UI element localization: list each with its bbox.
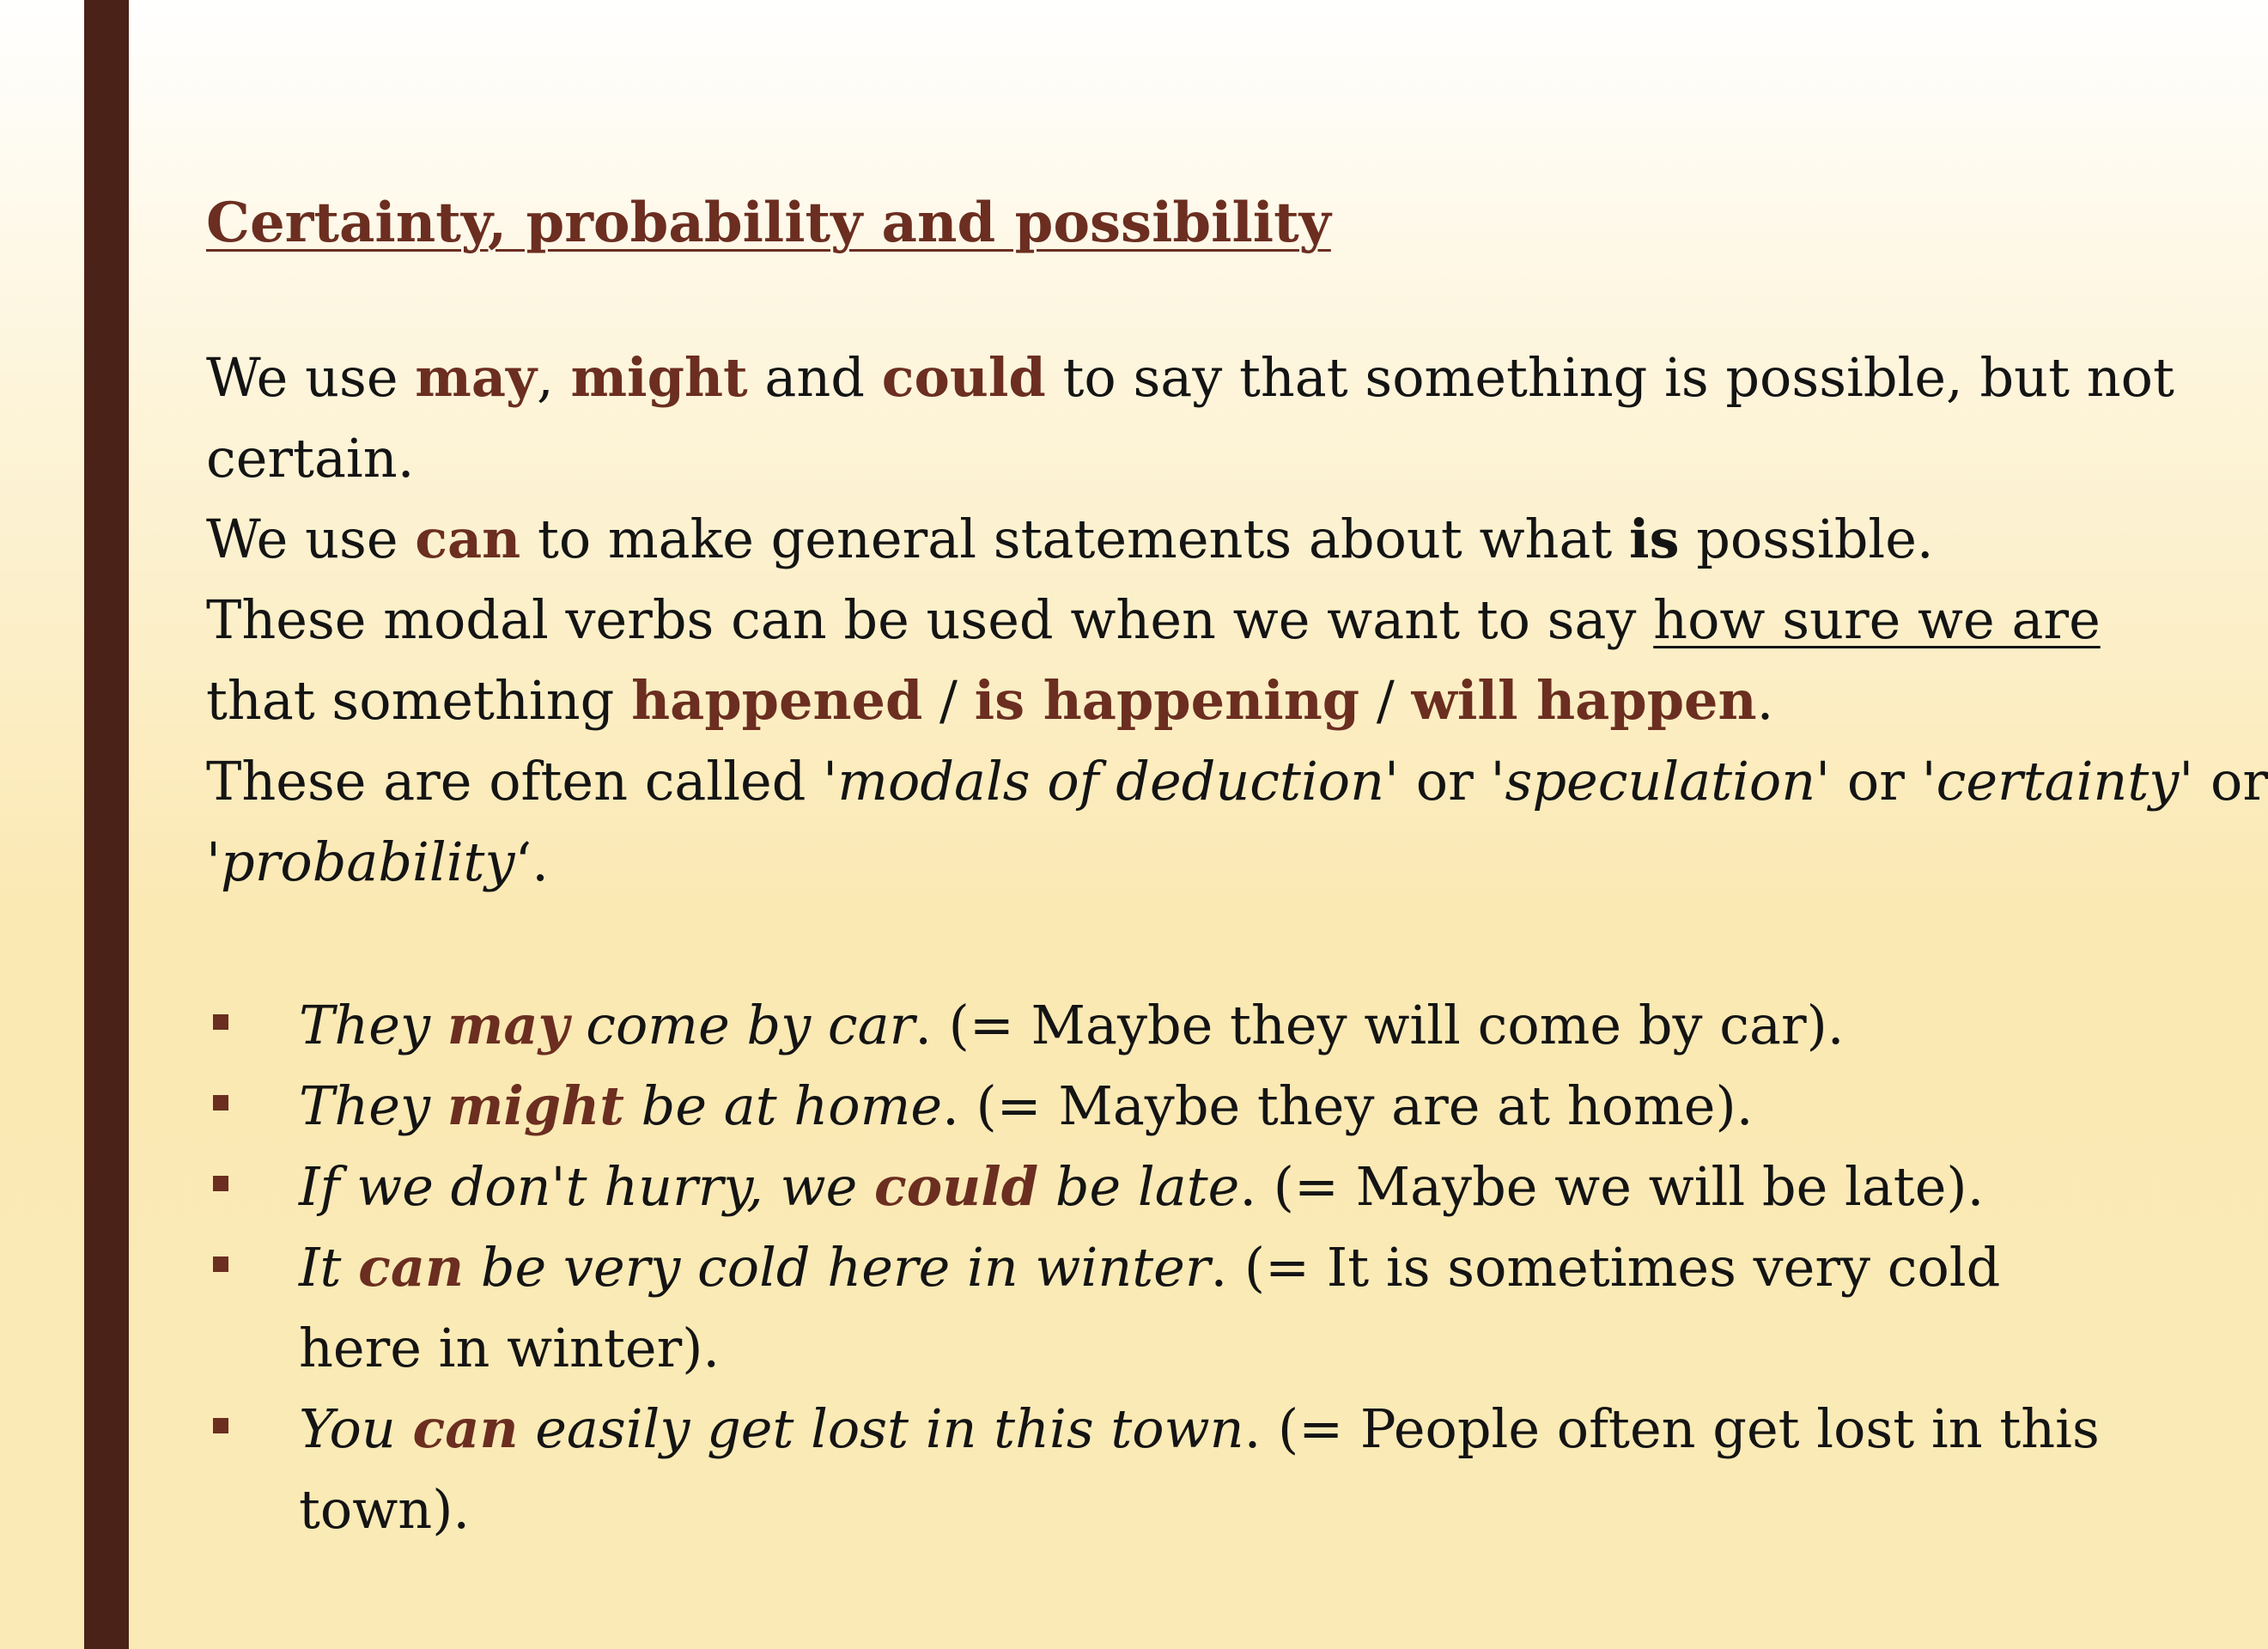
example-text: They (299, 994, 447, 1056)
example-explanation: . (= It is sometimes very cold here in winter). (299, 1236, 2001, 1379)
side-accent-bar (84, 0, 129, 1649)
separator: / (922, 669, 975, 732)
text: These modal verbs can be used when we want to say (206, 588, 1654, 651)
square-bullet-icon (213, 1257, 228, 1272)
keyword-happened: happened (631, 669, 923, 732)
text: that something (206, 669, 632, 732)
example-text: come by car (569, 994, 915, 1056)
example-explanation: . (= Maybe they will come by car). (915, 994, 1845, 1056)
text: and (747, 346, 882, 409)
example-explanation: . (= Maybe they are at home). (942, 1074, 1754, 1137)
text: , (537, 346, 571, 409)
example-text: If we don't hurry, we (299, 1155, 875, 1218)
keyword-might: might (570, 346, 748, 409)
example-keyword: can (358, 1236, 465, 1299)
text: ' or ' (1815, 750, 1937, 812)
term-modals-of-deduction: modals of deduction (837, 750, 1385, 812)
keyword-will-happen: will happen (1411, 669, 1757, 732)
intro-line-4 (206, 580, 2113, 660)
term-certainty: certainty (1936, 750, 2180, 812)
keyword-is-happening: is happening (974, 669, 1360, 732)
list-item (206, 1227, 2113, 1389)
text: . (1756, 669, 1774, 732)
keyword-may: may (415, 346, 538, 409)
underlined-phrase: how sure we are (1653, 588, 2101, 651)
example-keyword: can (412, 1397, 519, 1460)
list-item (206, 1147, 2113, 1227)
text: We use (206, 508, 416, 570)
text: ' or (2179, 750, 2268, 812)
list-item (206, 1389, 2113, 1550)
example-keyword: might (447, 1074, 624, 1137)
intro-line-6 (206, 741, 2268, 822)
example-text: You (299, 1397, 413, 1460)
list-item (206, 1066, 2113, 1147)
intro-line-2: certain. (206, 427, 415, 490)
keyword-can: can (415, 508, 521, 570)
slide-content (206, 185, 2268, 1550)
intro-line-3 (206, 499, 2113, 580)
separator: / (1359, 669, 1412, 732)
text: ' or ' (1384, 750, 1505, 812)
text: ' (206, 831, 222, 893)
example-text: be very cold here in winter (464, 1236, 1211, 1299)
intro-line-5 (206, 660, 2113, 741)
example-text: easily get lost in this town (518, 1397, 1244, 1460)
text: These are often called ' (206, 750, 838, 812)
keyword-could: could (881, 346, 1046, 409)
list-item (206, 985, 2113, 1066)
example-text: They (299, 1074, 447, 1137)
text: to make general statements about what (520, 508, 1630, 570)
example-explanation: . (= Maybe we will be late). (1239, 1155, 1985, 1218)
intro-paragraph (206, 338, 2268, 903)
example-text: be late (1038, 1155, 1240, 1218)
examples-list (206, 985, 2113, 1550)
text: We use (206, 346, 416, 409)
square-bullet-icon (213, 1418, 228, 1433)
example-explanation: . (= People often get lost in this town). (299, 1397, 2100, 1541)
text: ‘. (514, 831, 549, 893)
square-bullet-icon (213, 1014, 228, 1030)
term-speculation: speculation (1505, 750, 1816, 812)
text: possible. (1679, 508, 1934, 570)
slide-title: Certainty, probability and possibility (206, 191, 1331, 255)
text: to say that something is possible, but not (1045, 346, 2174, 409)
example-keyword: may (447, 994, 569, 1056)
example-text: It (299, 1236, 359, 1299)
square-bullet-icon (213, 1095, 228, 1110)
square-bullet-icon (213, 1176, 228, 1191)
term-probability: probability (221, 831, 515, 893)
example-text: be at home (623, 1074, 943, 1137)
example-keyword: could (874, 1155, 1039, 1218)
intro-line-1 (206, 338, 2174, 418)
emphasis-is: is (1629, 508, 1680, 570)
intro-line-7 (206, 822, 2113, 903)
